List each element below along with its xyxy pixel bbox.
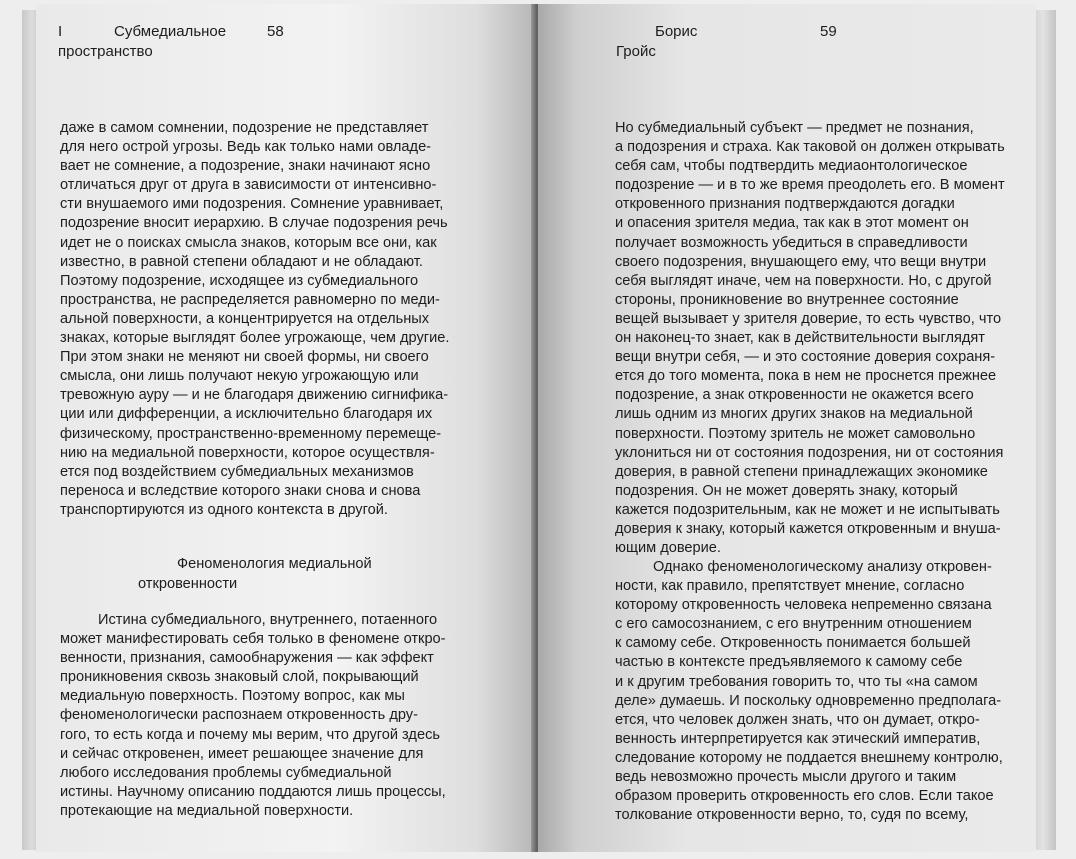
section-marker: I	[58, 23, 63, 40]
text-line: венности, признания, самообнаружения — как эффект	[60, 650, 434, 667]
text-line: переноса и вследствие которого знаки снова и снова	[60, 482, 421, 499]
text-line: протекающие на медиальной поверхности.	[60, 802, 354, 819]
left-page	[36, 4, 536, 852]
text-line: и к другим требования говорить то, что ты «на самом	[615, 673, 978, 690]
text-line: вещи внутри себя, — и это состояние доверия сохраня-	[615, 349, 996, 366]
text-line: пространства, не распределяется равномерно по меди-	[60, 291, 440, 308]
text-line: с его самосознанием, с его внутренним отношением	[615, 616, 972, 633]
text-line: ведь невозможно прочесть мысли другого и таким	[615, 769, 957, 786]
text-line: ции или дифференции, а исключительно благодаря их	[60, 406, 433, 423]
text-line: транспортируются из одного контекста в другой.	[60, 501, 388, 518]
text-line: Однако феноменологическому анализу откровен-	[653, 559, 992, 575]
text-line: поверхности. Поэтому зритель не может самовольно	[615, 425, 976, 442]
text-line: частью в контексте предъявляемого к самому себе	[615, 654, 963, 671]
text-line: медиальную поверхность. Поэтому вопрос, как мы	[60, 688, 405, 705]
text-line: венность интерпретируется как этический императив,	[615, 730, 981, 747]
running-author-line2: Гройс	[616, 43, 656, 60]
text-line: даже в самом сомнении, подозрение не представляет	[60, 120, 429, 136]
text-line: Поэтому подозрение, исходящее из субмедиального	[60, 272, 419, 289]
text-line: к самому себе. Откровенность понимается большей	[615, 635, 971, 652]
text-line: стороны, проникновение во внутреннее состояние	[615, 291, 959, 308]
text-line: деле» думаешь. И поскольку одновременно предполага-	[615, 692, 1002, 709]
left-paragraph-2	[60, 611, 446, 821]
text-line: знаках, которые выглядят более угрожающе, чем другие.	[60, 330, 450, 347]
text-line: Но субмедиальный субъект — предмет не познания,	[615, 120, 974, 136]
section-heading-line1: Феноменология медиальной	[177, 556, 372, 572]
text-line: проникновения сквозь знаковый слой, покрывающий	[60, 669, 419, 686]
running-title-line2: пространство	[58, 43, 153, 60]
text-line: ется, что человек должен знать, что он думает, откро-	[615, 711, 980, 728]
text-line: уклониться ни от состояния подозрения, ни от состояния	[615, 444, 1004, 461]
text-line: феноменологически распознаем откровенность дру-	[60, 707, 418, 724]
text-line: образом проверить откровенность его слов. Если такое	[615, 788, 994, 805]
text-line: смысла, они лишь получают некую угрожающую или	[60, 368, 419, 385]
text-line: известно, в равной степени обладают и не обладают.	[60, 253, 423, 270]
text-line: и опасения зрителя медиа, так как в этот момент он	[615, 215, 969, 232]
text-line: получает возможность убедиться в справедливости	[615, 234, 968, 251]
left-paragraph-1	[60, 119, 449, 520]
text-line: подозрение, а знак откровенности не окажется всего	[615, 387, 974, 404]
right-page	[538, 4, 1036, 852]
text-line: лишь одним из многих других знаков на медиальной	[615, 406, 973, 423]
text-line: нию на медиальной поверхности, которое осуществля-	[60, 444, 435, 461]
text-line: отличаться друг от друга в зависимости от интенсивно-	[60, 177, 437, 194]
text-line: истины. Научному описанию поддаются лишь процессы,	[60, 783, 446, 800]
text-line: ется под воздействием субмедиальных механизмов	[60, 463, 414, 480]
text-line: себя сам, чтобы подтвердить медиаонтологическое	[615, 158, 968, 175]
text-line: доверия, в равной степени принадлежащих экономике	[615, 463, 988, 480]
text-line: сти внушаемого ими подозрения. Сомнение уравнивает,	[60, 196, 444, 213]
text-line: гого, то есть когда и почему мы верим, что другой здесь	[60, 726, 440, 743]
text-line: физическому, пространственно-временному перемеще-	[60, 425, 442, 442]
text-line: своего подозрения, внушающего ему, что вещи внутри	[615, 253, 987, 270]
text-line: идет не о поисках смысла знаков, которым все они, как	[60, 234, 437, 251]
right-paragraph-2	[615, 558, 1003, 825]
text-line: он наконец-то знает, как в действительности выглядят	[615, 330, 985, 347]
text-line: ющим доверие.	[615, 540, 721, 557]
text-line: тревожную ауру — и не благодаря движению сигнифика-	[60, 387, 449, 404]
text-line: подозрения. Он не может доверять знаку, который	[615, 482, 958, 499]
text-line: Истина субмедиального, внутреннего, потаенного	[98, 612, 438, 628]
text-line: любого исследования проблемы субмедиальной	[60, 764, 392, 781]
text-line: а подозрения и страха. Как таковой он должен открывать	[615, 139, 1005, 156]
text-line: вает не сомнение, а подозрение, знаки начинают ясно	[60, 158, 431, 175]
running-title-line1: Субмедиальное	[114, 23, 227, 40]
text-line: подозрение — и в то же время преодолеть его. В момент	[615, 177, 1005, 194]
text-line: подозрение вносит иерархию. В случае подозрения речь	[60, 215, 448, 232]
text-line: для него острой угрозы. Ведь как только нами овладе-	[60, 139, 432, 156]
text-line: альной поверхности, а концентрируется на отдельных	[60, 310, 430, 327]
text-line: следование которому не поддается внешнему контролю,	[615, 749, 1003, 766]
text-line: При этом знаки не меняют ни своей формы, ни своего	[60, 349, 429, 366]
text-line: ется до того момента, пока в нем не проснется прежнее	[615, 368, 997, 385]
right-paragraph-1	[615, 119, 1005, 558]
text-line: кажется подозрительным, как не может и не испытывать	[615, 501, 1000, 518]
text-line: вещей вызывает у зрителя доверие, то есть чувство, что	[615, 310, 1002, 327]
section-heading-line2: откровенности	[138, 576, 238, 592]
text-line: может манифестировать себя только в феномене откро-	[60, 631, 446, 648]
text-line: и сейчас откровенен, имеет решающее значение для	[60, 745, 424, 762]
text-line: которому откровенность человека непременно связана	[615, 597, 992, 614]
text-line: толкование откровенности верно, то, судя по всему,	[615, 807, 969, 824]
text-line: откровенного признания подтверждаются догадки	[615, 196, 955, 213]
running-author-line1: Борис	[655, 23, 698, 40]
page-number-right: 59	[820, 23, 837, 40]
text-line: себя выглядят иначе, чем на поверхности. Но, с другой	[615, 272, 992, 289]
text-line: доверия к знаку, который кажется откровенным и внуша-	[615, 520, 1001, 537]
text-line: ности, как правило, препятствует мнение, согласно	[615, 578, 965, 595]
page-number-left: 58	[267, 23, 284, 40]
